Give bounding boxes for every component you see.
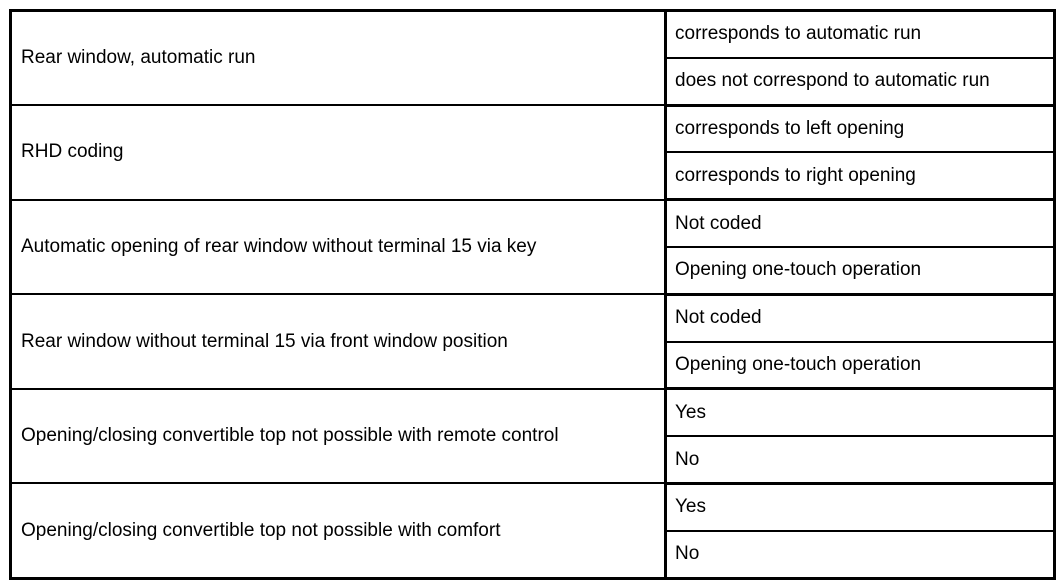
table-row — [11, 294, 1055, 341]
coding-parameters-table — [9, 9, 1056, 580]
option-cell: does not correspond to automatic run — [666, 58, 1055, 105]
parameter-cell: Rear window, automatic run — [11, 11, 666, 106]
coding-table-body — [11, 11, 1055, 579]
table-row — [11, 200, 1055, 247]
parameter-cell: Rear window without terminal 15 via front window position — [11, 294, 666, 389]
table-row — [11, 11, 1055, 58]
parameter-cell: Opening/closing convertible top not possible with remote control — [11, 389, 666, 484]
option-cell: No — [666, 436, 1055, 483]
option-cell: Yes — [666, 483, 1055, 530]
parameter-cell: Automatic opening of rear window without terminal 15 via key — [11, 200, 666, 295]
option-cell: Yes — [666, 389, 1055, 436]
option-cell: corresponds to left opening — [666, 105, 1055, 152]
option-cell: Opening one-touch operation — [666, 342, 1055, 389]
table-row — [11, 105, 1055, 152]
option-cell: corresponds to automatic run — [666, 11, 1055, 58]
parameter-cell: Opening/closing convertible top not possible with comfort — [11, 483, 666, 578]
table-row — [11, 483, 1055, 530]
parameter-cell: RHD coding — [11, 105, 666, 200]
option-cell: Not coded — [666, 200, 1055, 247]
option-cell: Not coded — [666, 294, 1055, 341]
table-row — [11, 389, 1055, 436]
option-cell: corresponds to right opening — [666, 152, 1055, 199]
option-cell: No — [666, 531, 1055, 578]
option-cell: Opening one-touch operation — [666, 247, 1055, 294]
